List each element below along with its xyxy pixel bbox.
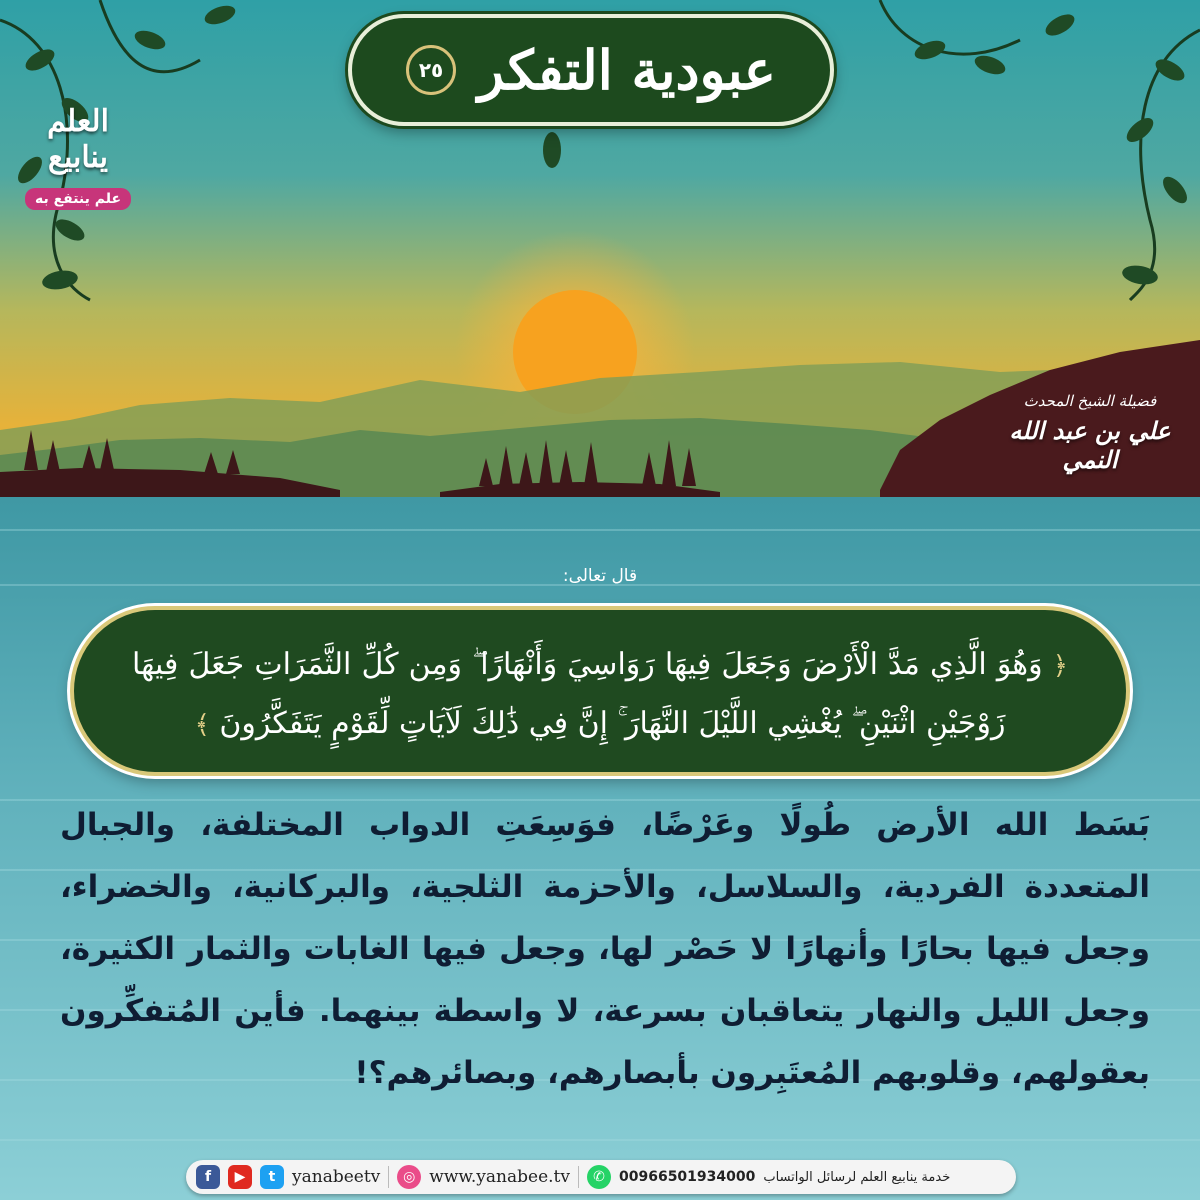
verse-close-ornament: ﴾ bbox=[194, 710, 210, 740]
quran-verse-box bbox=[70, 606, 1130, 776]
footer-divider bbox=[388, 1166, 389, 1188]
brand-logo bbox=[8, 70, 148, 210]
twitter-icon[interactable]: t bbox=[260, 1165, 284, 1189]
whatsapp-phone[interactable]: 00966501934000 bbox=[618, 1169, 756, 1185]
verse-intro: قال تعالى: bbox=[562, 566, 638, 586]
episode-number-badge: ٢٥ bbox=[406, 45, 456, 95]
reflection-paragraph: بَسَط الله الأرض طُولًا وعَرْضًا، فوَسِعَتِ الدواب المختلفة، والجبال المتعددة الفردية، والسلاسل، والأحزمة الثلجية، والبركانية، والخضراء، وجعل فيها بحارًا وأنهارًا لا حَصْر لها، وجعل فيها الغابات والثمار الكثيرة، وجعل الليل والنهار يتعاقبان بسرعة، لا واسطة بينهما. فأين المُتفكِّرون بعقولهم، وقلوبهم المُعتَبِرون بأبصارهم، وبصائرهم؟! bbox=[60, 807, 1150, 1091]
logo-name bbox=[8, 104, 148, 176]
social-handle[interactable]: yanabeetv bbox=[292, 1167, 381, 1187]
title-banner bbox=[348, 14, 834, 126]
dribbble-icon[interactable]: ◎ bbox=[397, 1165, 421, 1189]
website-link[interactable]: www.yanabee.tv bbox=[429, 1167, 570, 1187]
quran-verse-text: وَهُوَ الَّذِي مَدَّ الْأَرْضَ وَجَعَلَ فِيهَا رَوَاسِيَ وَأَنْهَارًا ۖ وَمِن كُلِّ الثَّمَرَاتِ جَعَلَ فِيهَا زَوْجَيْنِ اثْنَيْنِ ۖ يُغْشِي اللَّيْلَ النَّهَارَ ۚ إِنَّ فِي ذَٰلِكَ لَآيَاتٍ لِّقَوْمٍ يَتَفَكَّرُونَ bbox=[132, 647, 1043, 741]
verse-open-ornament: ﴿ bbox=[1052, 651, 1068, 681]
facebook-icon[interactable]: f bbox=[196, 1165, 220, 1189]
logo-name-line2: العلم bbox=[47, 104, 109, 139]
whatsapp-service-label: خدمة ينابيع العلم لرسائل الواتساب bbox=[763, 1169, 951, 1185]
sheikh-honorific: فضيلة الشيخ المحدث bbox=[1023, 392, 1157, 410]
whatsapp-icon[interactable]: ✆ bbox=[587, 1165, 611, 1189]
sheikh-name: علي بن عبد الله النمي bbox=[1009, 416, 1171, 474]
page-title: عبودية التفكر bbox=[478, 38, 776, 102]
logo-name-line1: ينابيع bbox=[48, 140, 108, 175]
sheikh-signature bbox=[990, 392, 1190, 474]
footer-bar bbox=[186, 1160, 1016, 1194]
youtube-icon[interactable]: ▶ bbox=[228, 1165, 252, 1189]
logo-tagline: علم ينتفع به bbox=[25, 188, 131, 210]
footer-divider bbox=[578, 1166, 579, 1188]
